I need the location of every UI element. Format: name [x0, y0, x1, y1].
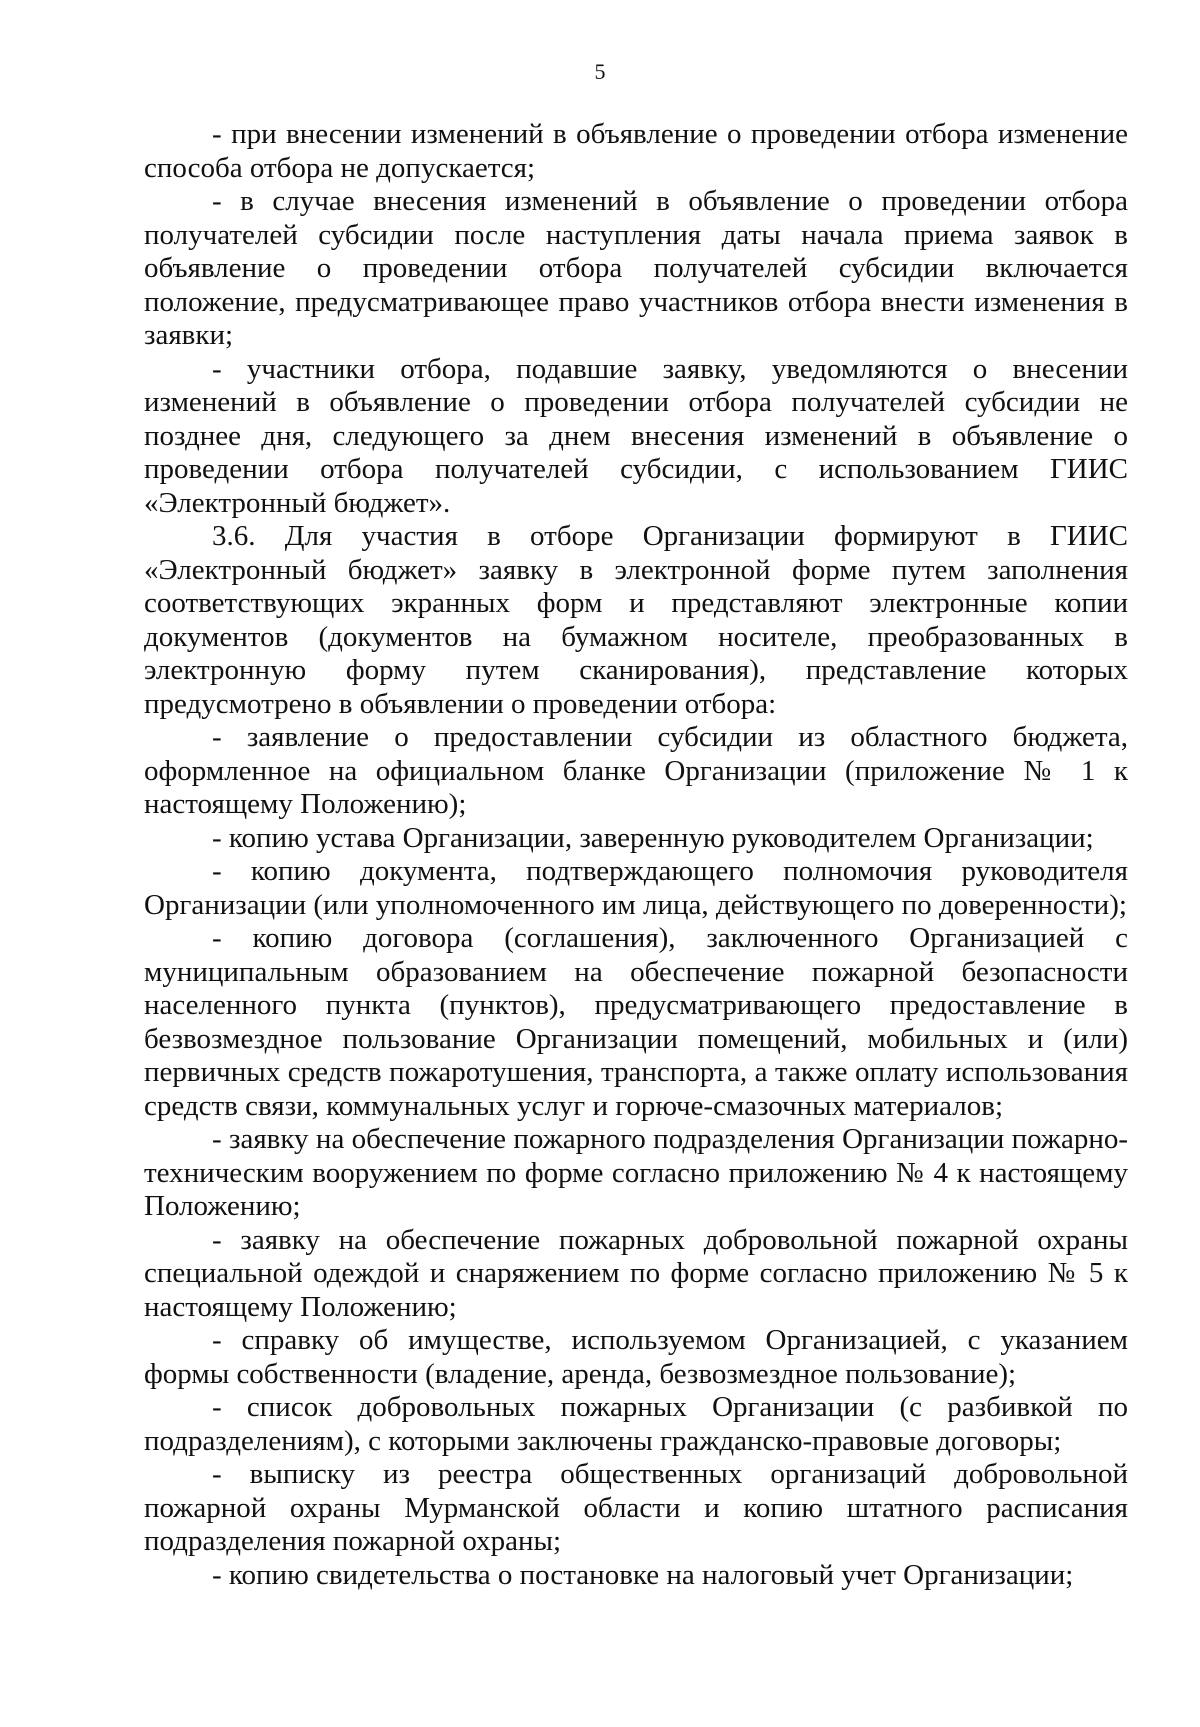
list-item-equipment-request: - заявку на обеспечение пожарного подразделения Организации пожарно-техническим вооружением по форме согласно приложению № 4 к настоящему Положению;: [144, 1123, 1128, 1222]
paragraph-participants-notified: - участники отбора, подавшие заявку, уведомляются о внесении изменений в объявление о проведении отбора получателей субсидии не позднее дня, следующего за днем внесения изменений в объявление о проведении отбора получателей субсидии, с использованием ГИИС «Электронный бюджет».: [144, 352, 1128, 519]
list-item-tax-registration: - копию свидетельства о постановке на налоговый учет Организации;: [212, 1558, 1074, 1591]
list-item-charter-copy: - копию устава Организации, заверенную руководителем Организации;: [212, 821, 1094, 854]
list-item-property-certificate: - справку об имуществе, используемом Организацией, с указанием формы собственности (владение, аренда, безвозмездное пользование);: [144, 1324, 1128, 1390]
paragraph-change-after-start-date: - в случае внесения изменений в объявление о проведении отбора получателей субсидии после наступления даты начала приема заявок в объявление о проведении отбора получателей субсидии включается положение, предусматривающее право участников отбора внести изменения в заявки;: [144, 185, 1128, 351]
page-number: 5: [594, 59, 606, 84]
list-item-municipal-agreement: - копию договора (соглашения), заключенного Организацией с муниципальным образованием на обеспечение пожарной безопасности населенного пункта (пунктов), предусматривающего предоставление в безвозмездное пользование Организации помещений, мобильных и (или) первичных средств пожаротушения, транспорта, а также оплату использования средств связи, коммунальных услуг и горюче-смазочных материалов;: [144, 922, 1128, 1122]
document-body: [144, 118, 1128, 1592]
list-item-registry-extract: - выписку из реестра общественных организаций добровольной пожарной охраны Мурманской области и копию штатного расписания подразделения пожарной охраны;: [144, 1458, 1128, 1557]
list-item-application: - заявление о предоставлении субсидии из областного бюджета, оформленное на официальном бланке Организации (приложение № 1 к настоящему Положению);: [144, 721, 1128, 820]
paragraph-section-3-6: 3.6. Для участия в отборе Организации формируют в ГИИС «Электронный бюджет» заявку в электронной форме путем заполнения соответствующих экранных форм и представляют электронные копии документов (документов на бумажном носителе, преобразованных в электронную форму путем сканирования), представление которых предусмотрено в объявлении о проведении отбора:: [144, 520, 1128, 720]
list-item-authority-document: - копию документа, подтверждающего полномочия руководителя Организации (или уполномоченного им лица, действующего по доверенности);: [144, 855, 1128, 921]
paragraph-change-method-prohibited: - при внесении изменений в объявление о проведении отбора изменение способа отбора не допускается;: [144, 118, 1128, 184]
list-item-clothing-request: - заявку на обеспечение пожарных добровольной пожарной охраны специальной одеждой и снаряжением по форме согласно приложению № 5 к настоящему Положению;: [144, 1223, 1128, 1323]
list-item-firefighters-list: - список добровольных пожарных Организации (с разбивкой по подразделениям), с которыми заключены гражданско-правовые договоры;: [144, 1391, 1128, 1457]
